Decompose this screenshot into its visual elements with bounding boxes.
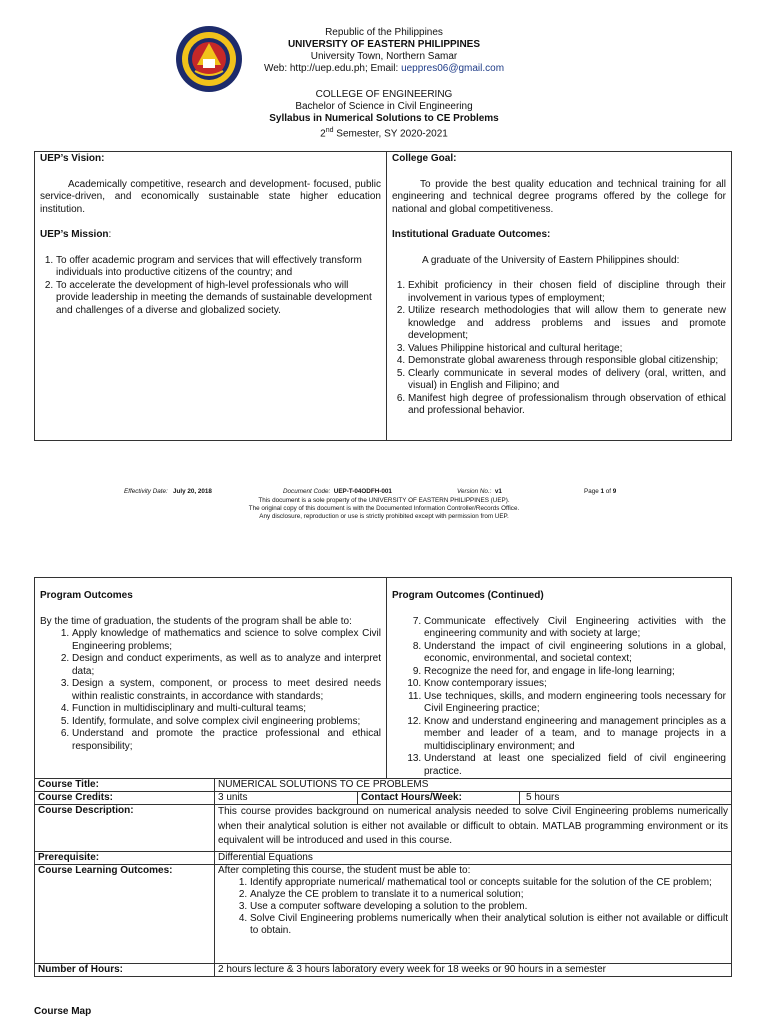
program-outcomes-cell	[35, 578, 387, 779]
program-outcomes-table	[34, 577, 732, 779]
vision-heading: UEP’s Vision:	[40, 153, 105, 164]
college-goal-cell	[387, 152, 732, 441]
prerequisite-row	[35, 851, 732, 864]
web-email-line: Web: http://uep.edu.ph; Email: ueppres06@gmail.com	[263, 63, 505, 74]
effectivity-date: Effectivity Date: July 20, 2018	[124, 488, 212, 495]
program-outcomes-list	[40, 628, 381, 753]
program-outcome-item: 6. Understand and promote the practice professional and ethical responsibility;	[72, 728, 381, 753]
program-outcomes-heading: Program Outcomes	[40, 590, 133, 601]
igo-item: 1. Exhibit proficiency in their chosen field of discipline through their involvement in various types of employment;	[408, 280, 726, 305]
igo-item: 2. Utilize research methodologies that will allow them to generate new knowledge and address problems and issues and promote development;	[408, 305, 726, 343]
college-goal-text: To provide the best quality education and technical training for all engineering and technical degree programs offered by the college for national and global competitiveness.	[392, 178, 726, 215]
program-outcomes-intro: By the time of graduation, the students of the program shall be able to:	[40, 615, 352, 627]
number-of-hours-row	[35, 963, 732, 976]
mission-list	[40, 255, 381, 318]
program-outcome-item: 2. Design and conduct experiments, as well as to analyze and interpret data;	[72, 653, 381, 678]
course-title-value: NUMERICAL SOLUTIONS TO CE PROBLEMS	[215, 779, 732, 792]
igo-intro: A graduate of the University of Eastern Philippines should:	[422, 254, 680, 266]
syllabus-header	[0, 89, 768, 140]
course-learning-outcomes-row	[35, 864, 732, 963]
semester-line: 2nd Semester, SY 2020-2021	[320, 127, 448, 140]
program-outcome-item: 10. Know contemporary issues;	[424, 678, 726, 691]
email-link[interactable]: ueppres06@gmail.com	[401, 63, 505, 74]
clo-cell	[215, 864, 732, 963]
course-title-label: Course Title:	[35, 779, 215, 792]
program-outcome-item: 5. Identify, formulate, and solve complex civil engineering problems;	[72, 716, 381, 729]
clo-item: 2. Analyze the CE problem to translate it to a numerical solution;	[250, 889, 728, 901]
university-town: University Town, Northern Samar	[310, 51, 458, 62]
program-outcome-item: 7. Communicate effectively Civil Engineering activities with the engineering community and with society at large;	[424, 616, 726, 641]
mission-item: 2. To accelerate the development of high-level professionals who will provide leadership in meeting the demands of sustainable development and challenges of a diverse and globalized society.	[56, 280, 381, 318]
footer-records: The original copy of this document is with the Documented Information Controller/Records Office.	[248, 505, 520, 512]
course-description-value: This course provides background on numerical analysis needed to solve Civil Engineering problems numerically when their analytical solution is either not available or difficult to obtain. MATLAB programming environment or its equivalent will be introduced and used in this course.	[215, 805, 732, 852]
mission-heading: UEP’s Mission:	[40, 229, 112, 240]
course-title-row	[35, 779, 732, 792]
mission-item: 1. To offer academic program and services that will effectively transform individuals into productive citizens of the country; and	[56, 255, 381, 280]
program-outcomes-continued-list	[392, 616, 726, 779]
clo-item: 3. Use a computer software developing a solution to the problem.	[250, 901, 728, 913]
clo-list	[218, 877, 728, 937]
course-credits-label: Course Credits:	[35, 792, 215, 805]
contact-hours-label: Contact Hours/Week:	[358, 792, 520, 805]
clo-item: 4. Solve Civil Engineering problems numerically when their analytical solution is either not available or difficult to obtain.	[250, 913, 728, 937]
igo-item: 3. Values Philippine historical and cultural heritage;	[408, 343, 726, 356]
vision-goal-table	[34, 151, 732, 441]
igo-item: 5. Clearly communicate in several modes of delivery (oral, written, and visual) in English and Filipino; and	[408, 368, 726, 393]
college-goal-heading: College Goal:	[392, 153, 457, 164]
clo-item: 1. Identify appropriate numerical/ mathematical tool or concepts suitable for the solution of the CE problem;	[250, 877, 728, 889]
document-code: Document Code: UEP-T-04ODFH-001	[283, 488, 392, 495]
program-outcomes-continued-heading: Program Outcomes (Continued)	[392, 590, 544, 601]
vision-mission-cell	[35, 152, 387, 441]
college-name: COLLEGE OF ENGINEERING	[315, 89, 453, 100]
program-outcome-item: 13. Understand at least one specialized field of civil engineering practice.	[424, 753, 726, 778]
program-outcomes-continued-cell	[387, 578, 732, 779]
igo-item: 4. Demonstrate global awareness through responsible global citizenship;	[408, 355, 726, 368]
program-outcome-item: 1. Apply knowledge of mathematics and science to solve complex Civil Engineering problems;	[72, 628, 381, 653]
program-outcome-item: 8. Understand the impact of civil engineering solutions in a global, economic, environmental, and societal context;	[424, 641, 726, 666]
course-description-label: Course Description:	[35, 805, 215, 852]
program-outcome-item: 12. Know and understand engineering and management principles as a member and leader of a team, and to manage projects in a multidisciplinary environment; and	[424, 716, 726, 754]
course-credits-row	[35, 792, 732, 805]
syllabus-title: Syllabus in Numerical Solutions to CE Problems	[269, 113, 499, 124]
clo-intro: After completing this course, the student must be able to:	[218, 864, 471, 876]
vision-text: Academically competitive, research and development- focused, public service-driven, and economically sustainable state higher education institution.	[40, 178, 381, 215]
document-footer	[0, 488, 768, 521]
course-info-table	[34, 778, 732, 977]
contact-hours-value: 5 hours	[520, 792, 732, 805]
footer-disclosure: Any disclosure, reproduction or use is strictly prohibited except with permission from UEP.	[259, 513, 509, 520]
igo-item: 6. Manifest high degree of professionalism through observation of ethical and professional behavior.	[408, 393, 726, 418]
page-number: Page 1 of 9	[584, 488, 617, 495]
university-name: UNIVERSITY OF EASTERN PHILIPPINES	[287, 39, 481, 50]
hours-value: 2 hours lecture & 3 hours laboratory every week for 18 weeks or 90 hours in a semester	[215, 963, 732, 976]
course-description-row	[35, 805, 732, 852]
program-outcome-item: 9. Recognize the need for, and engage in life-long learning;	[424, 666, 726, 679]
igo-list	[392, 280, 726, 418]
footer-meta-row	[0, 488, 768, 497]
republic-line: Republic of the Philippines	[325, 27, 443, 38]
hours-label: Number of Hours:	[35, 963, 215, 976]
program-outcome-item: 4. Function in multidisciplinary and multi-cultural teams;	[72, 703, 381, 716]
program-name: Bachelor of Science in Civil Engineering	[295, 101, 473, 112]
prerequisite-value: Differential Equations	[215, 851, 732, 864]
program-outcome-item: 11. Use techniques, skills, and modern engineering tools necessary for Civil Engineering practice;	[424, 691, 726, 716]
course-map-heading: Course Map	[34, 1006, 92, 1017]
clo-label: Course Learning Outcomes:	[35, 864, 215, 963]
prerequisite-label: Prerequisite:	[35, 851, 215, 864]
program-outcome-item: 3. Design a system, component, or process to meet desired needs within realistic constraints, in accordance with standards;	[72, 678, 381, 703]
footer-ownership: This document is a sole property of the UNIVERSITY OF EASTERN PHILIPPINES (UEP).	[258, 497, 510, 504]
university-header	[0, 27, 768, 75]
course-credits-value: 3 units	[215, 792, 358, 805]
version-number: Version No.: v1	[457, 488, 502, 495]
igo-heading: Institutional Graduate Outcomes:	[392, 229, 551, 240]
